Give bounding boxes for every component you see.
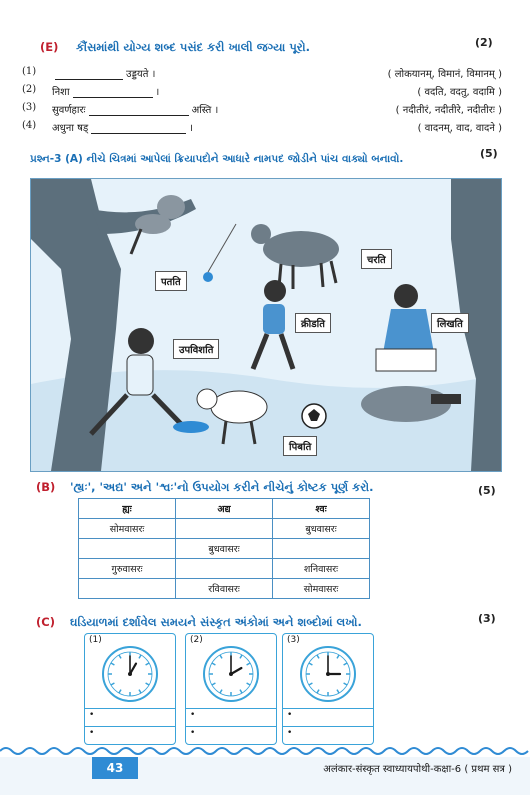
answer-line[interactable] [186,726,276,742]
clock-icon [100,644,160,704]
table-row [79,579,370,599]
question-3-marks: (5) [480,147,498,160]
table-row [79,559,370,579]
clock-center [128,672,132,676]
row-number: (4) [22,120,37,131]
row-sentence [52,102,218,116]
answer-line[interactable] [283,726,373,742]
page-number: 43 [92,757,138,779]
table-cell-blank[interactable] [79,539,176,559]
section-e-marks: (2) [475,36,493,49]
verb-label-kridati: क्रीडति [295,313,331,333]
clock-card-2 [185,633,277,745]
question-3-heading: પ્રશ્ન-3 (A) નીચે ચિત્રમાં આપેલાં ક્રિયાપદોને આધારે નામપદ જોડીને પાંચ વાક્યો બનાવો. [30,153,404,165]
section-c-marks: (3) [478,612,496,625]
fill-row-1 [22,66,502,82]
answer-blank[interactable] [89,115,189,116]
answer-line[interactable] [186,708,276,724]
table-cell: सोमवासरः [79,519,176,539]
row-options: ( नदीतीरं, नदीतीरे, नदीतीरः ) [395,105,502,116]
row-options: ( वदति, वदतु, वदामि ) [417,87,502,98]
section-e-heading: કૌંસમાંથી યોગ્ય શબ્દ પસંદ કરી ખાલી જગ્યા પૂરો. [76,40,310,54]
row-number: (3) [22,102,37,113]
section-b-marks: (5) [478,484,496,497]
bullet: • [190,728,196,738]
row-number: (2) [22,84,37,95]
fill-row-4 [22,120,502,136]
table-cell-blank[interactable] [176,559,273,579]
table-cell: शनिवासरः [273,559,370,579]
clock-center [229,672,233,676]
days-table [78,498,370,599]
bullet: • [89,710,95,720]
sentence-before: निशा [52,87,70,98]
table-row [79,539,370,559]
header-tomorrow: श्वः [273,499,370,519]
header-today: अद्य [176,499,273,519]
answer-line[interactable] [85,708,175,724]
verb-label-patati: पतति [155,271,187,291]
bullet: • [287,728,293,738]
book-title: अलंकार-संस्कृत स्वाध्यायपोथी-कक्षा-6 ( प्रथम सत्र ) [323,764,512,775]
table-cell-blank[interactable] [273,539,370,559]
sentence-after: उड्डयते । [126,69,156,80]
row-sentence [52,120,193,134]
activity-illustration [30,178,502,472]
bullet: • [287,710,293,720]
clock-card-3 [282,633,374,745]
verb-label-charati: चरति [361,249,392,269]
answer-blank[interactable] [91,133,186,134]
table-header-row [79,499,370,519]
sentence-after: अस्ति । [191,105,219,116]
section-c-heading: ઘડિયાળમાં દર્શાવેલ સમયને સંસ્કૃત અંકોમાં અને શબ્દોમાં લખો. [70,615,362,629]
table-cell: रविवासरः [176,579,273,599]
section-c-letter: (C) [36,615,55,629]
row-sentence [52,66,155,80]
table-row [79,519,370,539]
row-sentence [52,84,159,98]
fill-row-2 [22,84,502,100]
row-options: ( लोकयानम्, विमानं, विमानम् ) [387,69,502,80]
table-cell: गुरुवासरः [79,559,176,579]
sentence-after: । [189,123,194,134]
table-cell: सोमवासरः [273,579,370,599]
clock-icon [298,644,358,704]
table-cell: बुधवासरः [273,519,370,539]
clock-icon [201,644,261,704]
table-cell-blank[interactable] [176,519,273,539]
clock-number: (3) [287,635,300,645]
section-b-letter: (B) [36,480,56,494]
page-footer [0,757,530,795]
fill-row-3 [22,102,502,118]
row-number: (1) [22,66,37,77]
bullet: • [89,728,95,738]
answer-line[interactable] [85,726,175,742]
header-yesterday: ह्यः [79,499,176,519]
verb-label-pibati: पिबति [283,436,317,456]
verb-label-likhati: लिखति [431,313,469,333]
table-cell-blank[interactable] [79,579,176,599]
verb-label-upavishati: उपविशति [173,339,219,359]
section-e-letter: (E) [40,40,59,54]
sentence-after: । [155,87,160,98]
clock-center [326,672,330,676]
sentence-before: अधुना षड् [52,123,89,134]
clock-number: (2) [190,635,203,645]
bullet: • [190,710,196,720]
table-cell: बुधवासरः [176,539,273,559]
row-options: ( वादनम्, वाद, वादने ) [417,123,502,134]
answer-blank[interactable] [55,79,123,80]
answer-blank[interactable] [73,97,153,98]
sentence-before: सुवर्णहारः [52,105,86,116]
clock-card-1 [84,633,176,745]
section-b-heading: 'હ્યઃ', 'અદ્ય' અને 'શ્વઃ'નો ઉપયોગ કરીને નીચેનું કોષ્ટક પૂર્ણ કરો. [70,480,374,494]
footer-wave-border [0,745,530,757]
clock-number: (1) [89,635,102,645]
answer-line[interactable] [283,708,373,724]
